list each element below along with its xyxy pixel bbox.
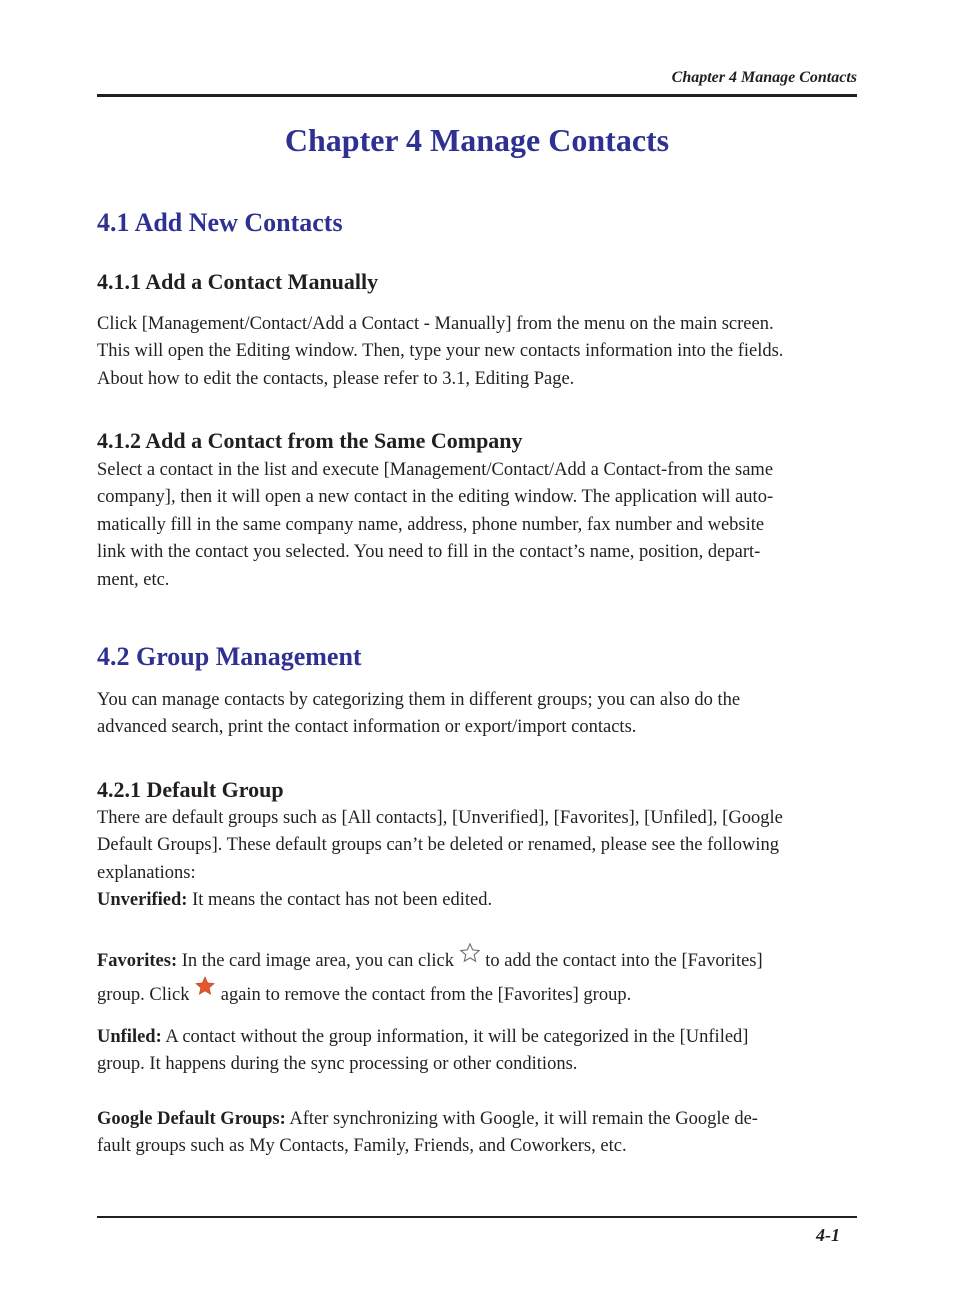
body-line: This will open the Editing window. Then, type your new contacts information into the fields. [97, 341, 784, 362]
body-line [97, 1024, 867, 1051]
favorites-term: Favorites: [97, 951, 178, 971]
body-line [97, 975, 867, 1009]
header-rule [97, 94, 857, 97]
body-line: fault groups such as My Contacts, Family, Friends, and Coworkers, etc. [97, 1136, 627, 1157]
unfiled-text: A contact without the group information, it will be categorized in the [Unfiled] [161, 1027, 749, 1047]
body-line: There are default groups such as [All contacts], [Unverified], [Favorites], [Unfiled], [Google [97, 808, 783, 828]
body-line: About how to edit the contacts, please refer to 3.1, Editing Page. [97, 368, 575, 389]
footer-rule [97, 1216, 857, 1218]
body-line: group. It happens during the sync processing or other conditions. [97, 1054, 578, 1075]
body-line: Select a contact in the list and execute [Management/Contact/Add a Contact-from the same [97, 460, 774, 480]
section-4-2-1-title: 4.2.1 Default Group [97, 777, 284, 802]
body-line: Default Groups]. These default groups can’t be deleted or renamed, please see the following [97, 835, 780, 856]
body-line [97, 1106, 867, 1133]
google-groups-definition [97, 1106, 867, 1161]
section-4-1-2-title: 4.1.2 Add a Contact from the Same Company [97, 428, 523, 453]
unverified-text: It means the contact has not been edited. [187, 890, 493, 911]
unverified-term: Unverified: [97, 890, 188, 911]
google-groups-term: Google Default Groups: [97, 1109, 286, 1129]
star-outline-icon [459, 942, 481, 964]
body-line: Click [Management/Contact/Add a Contact - Manually] from the menu on the main screen. [97, 314, 774, 334]
body-line: ment, etc. [97, 569, 170, 590]
favorites-text-4: again to remove the contact from the [Favorites] group. [216, 985, 632, 1006]
body-line: advanced search, print the contact information or export/import contacts. [97, 717, 637, 738]
body-line: explanations: [97, 862, 196, 883]
body-line: You can manage contacts by categorizing them in different groups; you can also do the [97, 690, 741, 710]
unverified-definition [97, 887, 867, 914]
unfiled-term: Unfiled: [97, 1027, 162, 1047]
section-4-2-body [97, 687, 867, 742]
favorites-text-3: group. Click [97, 985, 195, 1006]
star-filled-icon [194, 975, 216, 997]
section-4-2-1-body [97, 805, 867, 915]
google-groups-text: After synchronizing with Google, it will remain the Google de- [285, 1109, 758, 1129]
page-number: 4-1 [816, 1225, 840, 1245]
favorites-text-2: to add the contact into the [Favorites] [480, 951, 763, 971]
body-line: company], then it will open a new contact in the editing window. The application will auto- [97, 487, 774, 508]
favorites-definition [97, 942, 867, 1010]
section-4-1-title: 4.1 Add New Contacts [97, 208, 343, 237]
body-line: matically fill in the same company name, address, phone number, fax number and website [97, 514, 765, 535]
section-4-1-2-body [97, 457, 867, 594]
section-4-1-1-body [97, 311, 867, 393]
chapter-title: Chapter 4 Manage Contacts [284, 122, 670, 158]
section-4-2-title: 4.2 Group Management [97, 642, 362, 671]
section-4-1-1-title: 4.1.1 Add a Contact Manually [97, 269, 379, 294]
favorites-text-1: In the card image area, you can click [177, 951, 459, 971]
unfiled-definition [97, 1024, 867, 1079]
running-header: Chapter 4 Manage Contacts [671, 69, 857, 86]
body-line: link with the contact you selected. You need to fill in the contact’s name, position, depart- [97, 542, 761, 563]
body-line [97, 942, 867, 975]
